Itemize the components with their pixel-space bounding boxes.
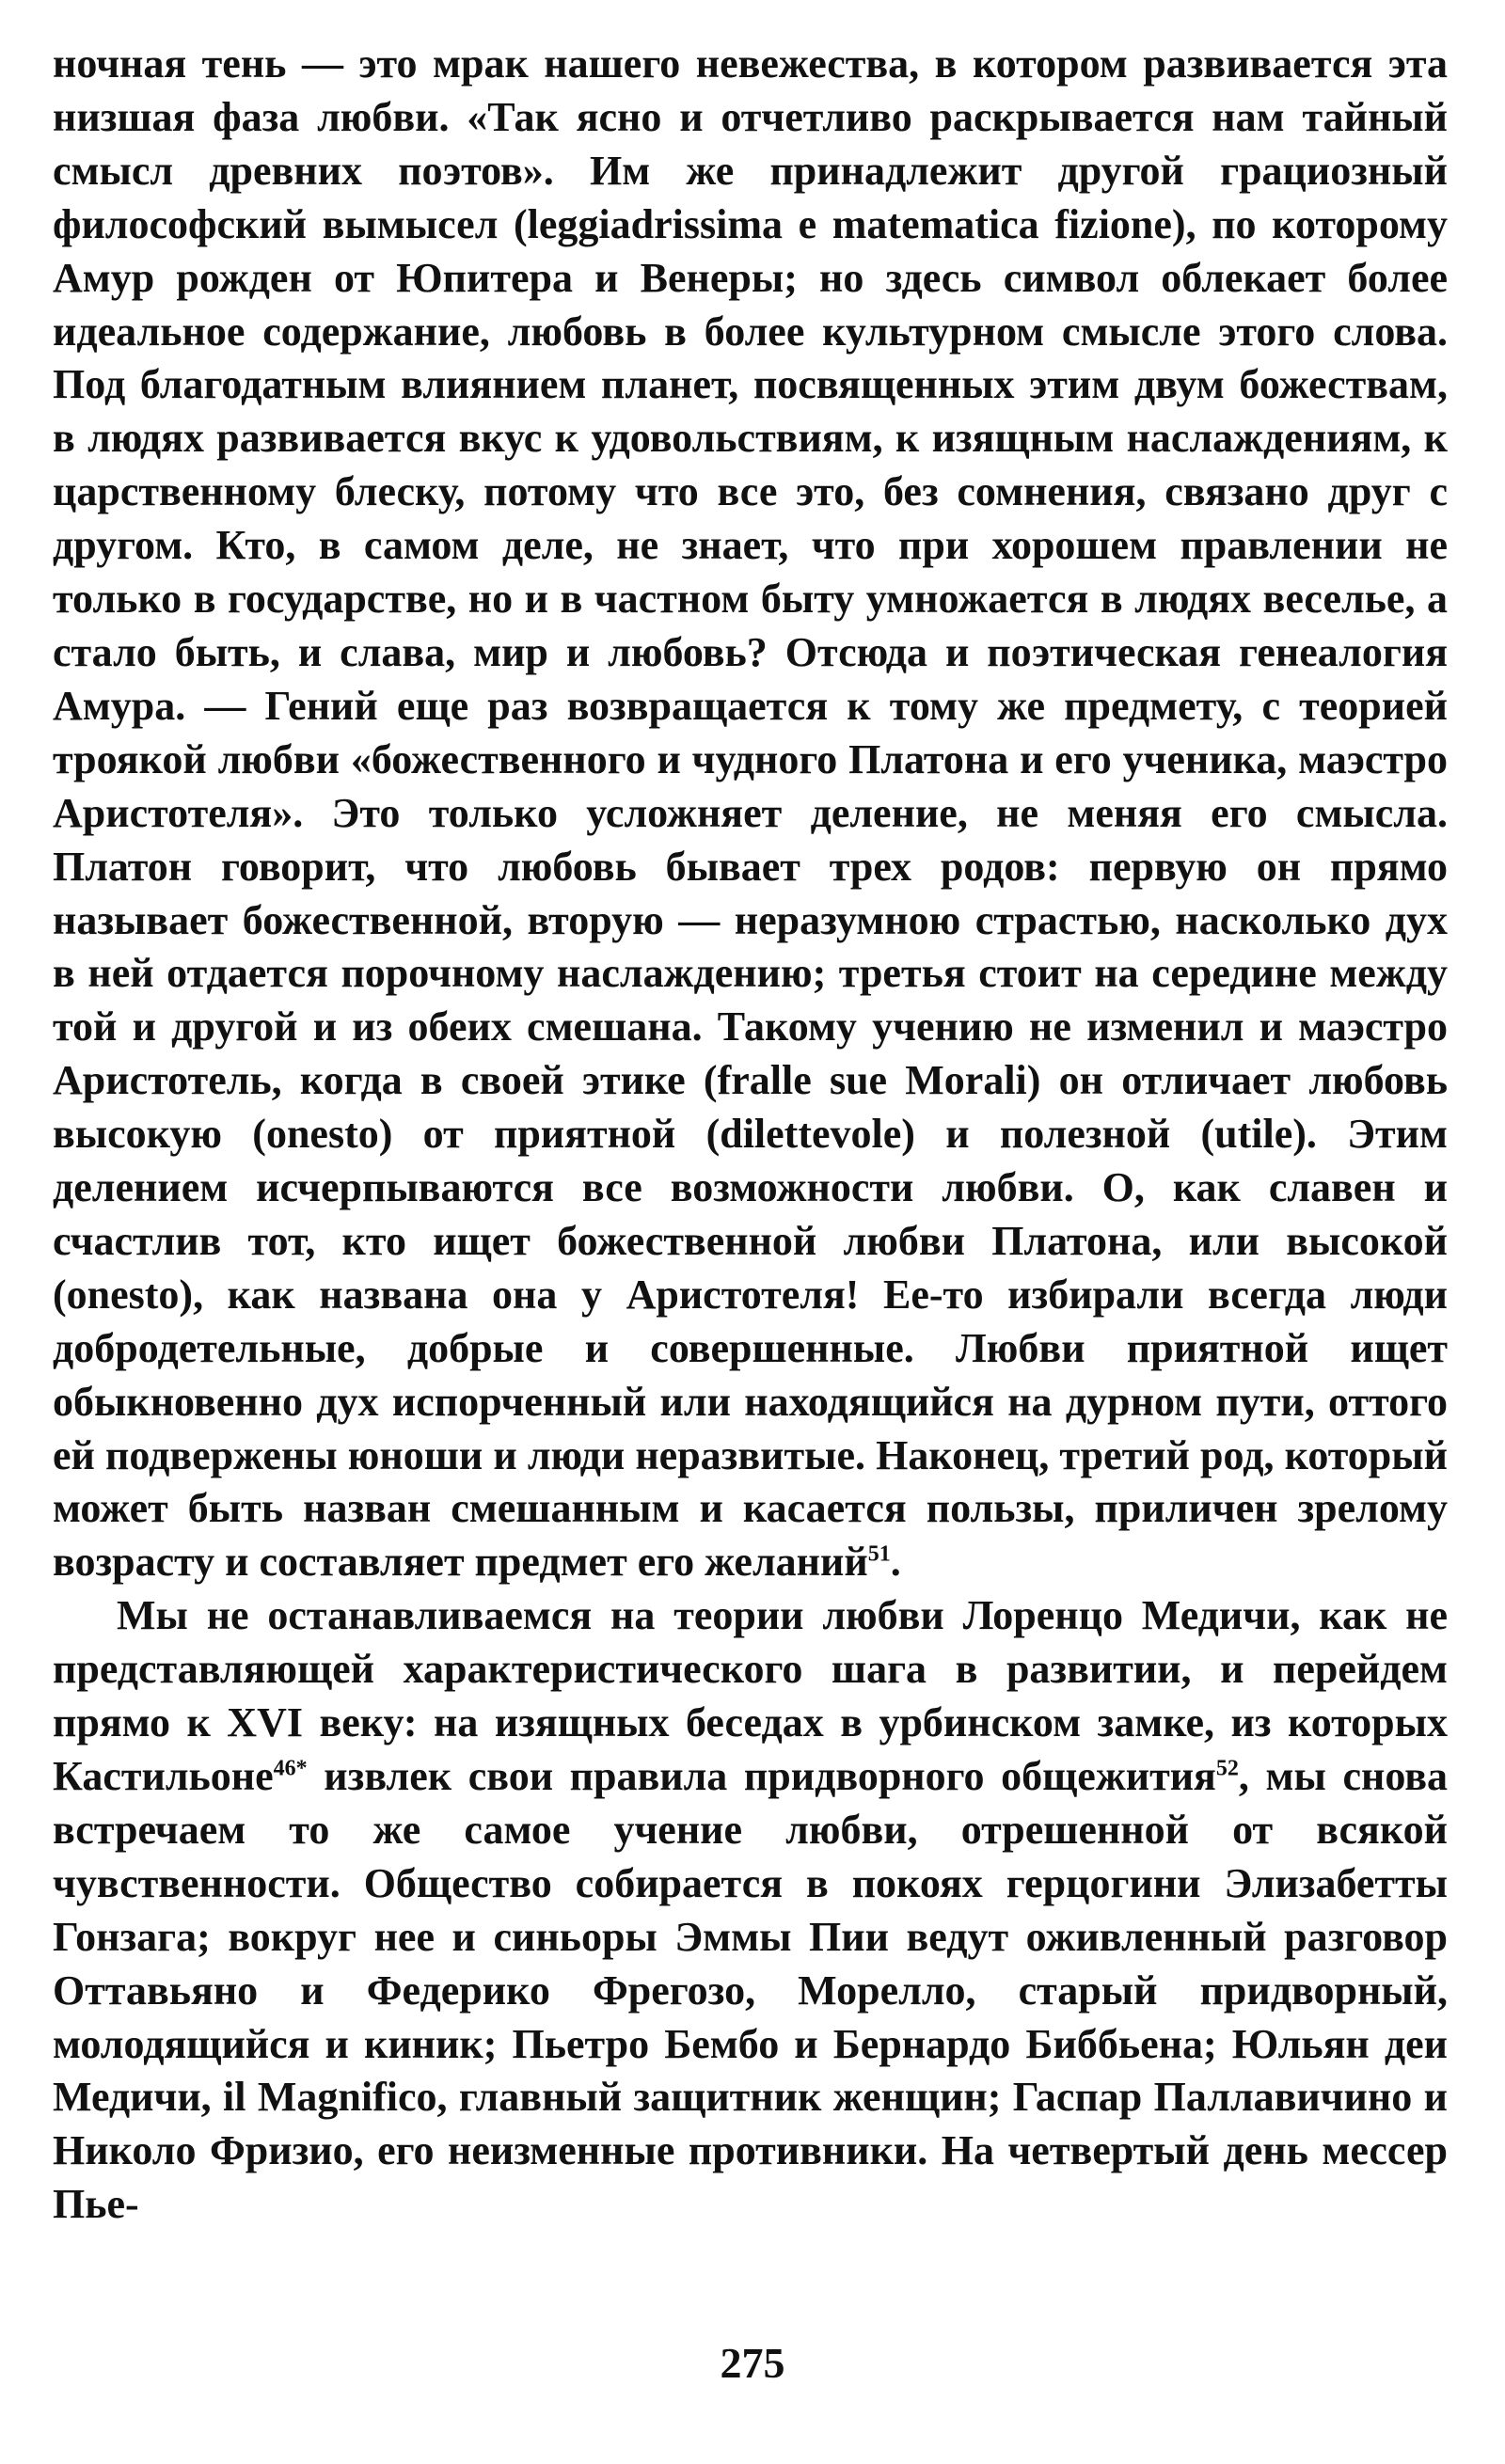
paragraph-1 [53,38,1448,1589]
page-body [53,38,1448,2232]
paragraph-2 [53,1589,1448,2232]
page-number: 275 [720,2339,785,2387]
paragraph-1-end: . [890,1539,901,1586]
footnote-ref-52[interactable]: 52 [1215,1756,1239,1781]
paragraph-2-text-a: Мы не останавливаемся на теории любви Лоренцо Медичи, как не представляющей характеристического шага в развитии, и перейдем прямо к XVI веку: на изящных беседах в урбинском замке, из которых Кастильоне [53,1592,1448,1799]
paragraph-2-text-c: , мы снова встречаем то же самое учение любви, отрешенной от всякой чувственности. Общество собирается в покоях герцогини Элизабетты Гонзага; вокруг нее и синьоры Эммы Пии ведут оживленный разговор Оттавьяно и Федерико Фрегозо, Морелло, старый придворный, молодящийся и киник; Пьетро Бембо и Бернардо Биббьена; Юльян деи Медичи, il Magnifico, главный защитник женщин; Гаспар Паллавичино и Николо Фризио, его неизменные противники. На четвертый день мессер Пье- [53,1753,1449,2228]
endnote-ref-46[interactable]: 46* [273,1756,308,1781]
paragraph-1-text: ночная тень — это мрак нашего невежества, в котором развивается эта низшая фаза любви. «Так ясно и отчетливо раскрывается нам тайный смысл древних поэтов». Им же принадлежит другой грациозный философский вымысел (leggiadrissima e matematica fizione), по которому Амур рожден от Юпитера и Венеры; но здесь символ облекает более идеальное содержание, любовь в более культурном смысле этого слова. Под благодатным влиянием планет, посвященных этим двум божествам, в людях развивается вкус к удовольствиям, к изящным наслаждениям, к царственному блеску, потому что все это, без сомнения, связано друг с другом. Кто, в самом деле, не знает, что при хорошем правлении не только в государстве, но и в частном быту умножается в людях веселье, а стало быть, и слава, мир и любовь? Отсюда и поэтическая генеалогия Амура. — Гений еще раз возвращается к тому же предмету, с теорией троякой любви «божественного и чудного Платона и его ученика, маэстро Аристотеля». Это только усложняет деление, не меняя его смысла. Платон говорит, что любовь бывает трех родов: первую он прямо называет божественной, вторую — неразумною страстью, насколько дух в ней отдается порочному наслаждению; третья стоит на середине между той и другой и из обеих смешана. Такому учению не изменил и маэстро Аристотель, когда в своей этике (fralle sue Morali) он отличает любовь высокую (onesto) от приятной (dilettevole) и полезной (utile). Этим делением исчерпываются все возможности любви. О, как славен и счастлив тот, кто ищет божественной любви Платона, или высокой (onesto), как названа она у Аристотеля! Ее-то избирали всегда люди добродетельные, добрые и совершенные. Любви приятной ищет обыкновенно дух испорченный или находящийся на дурном пути, оттого ей подвержены юноши и люди неразвитые. Наконец, третий род, который может быть назван смешанным и касается пользы, приличен зрелому возрасту и составляет предмет его желаний [53,40,1448,1586]
paragraph-2-text-b: извлек свои правила придворного общежития [307,1753,1216,1799]
footnote-ref-51[interactable]: 51 [867,1541,891,1567]
